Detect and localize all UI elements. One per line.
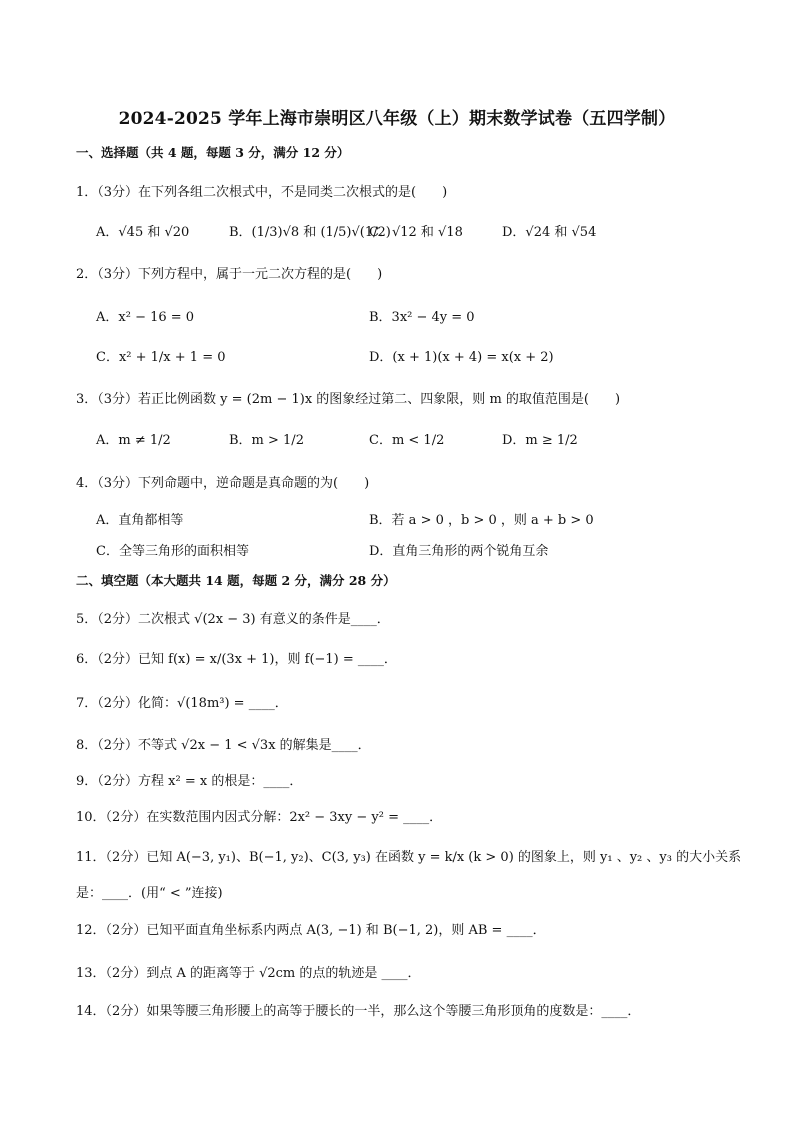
section-heading-fill: 二、填空题（本大题共 14 题，每题 2 分，满分 28 分） [76,573,396,588]
question-1-stem: 1．（3分）在下列各组二次根式中，不是同类二次根式的是( ) [76,185,448,200]
question-9: 9．（2分）方程 x² = x 的根是：____． [76,774,303,789]
question-3-option-d: D．m ≥ 1/2 [502,433,578,448]
question-12: 12．（2分）已知平面直角坐标系内两点 A(3, −1) 和 B(−1, 2)，则 AB = ____． [76,923,546,938]
question-4-option-d: D．直角三角形的两个锐角互余 [369,544,549,559]
question-2-stem: 2．（3分）下列方程中，属于一元二次方程的是( ) [76,267,383,282]
question-2-option-b: B．3x² − 4y = 0 [369,310,475,325]
question-3-option-b: B．m > 1/2 [229,433,304,448]
question-2-option-d: D．(x + 1)(x + 4) = x(x + 2) [369,350,554,365]
question-8: 8．（2分）不等式 √2x − 1 < √3x 的解集是____． [76,738,371,753]
question-1-option-a: A．√45 和 √20 [96,225,190,240]
question-7: 7．（2分）化简：√(18m³) = ____． [76,696,288,711]
section-heading-choice: 一、选择题（共 4 题，每题 3 分，满分 12 分） [76,145,350,160]
question-11-continued: 是：____．(用“ < ”连接) [76,886,223,901]
question-3-stem: 3．（3分）若正比例函数 y = (2m − 1)x 的图象经过第二、四象限，则 m 的取值范围是( ) [76,392,621,407]
question-2-option-a: A．x² − 16 = 0 [96,310,195,325]
question-1-option-c: C．√12 和 √18 [369,225,463,240]
question-14: 14．（2分）如果等腰三角形腰上的高等于腰长的一半，那么这个等腰三角形顶角的度数是：____． [76,1004,641,1019]
question-5: 5．（2分）二次根式 √(2x − 3) 有意义的条件是____． [76,612,390,627]
question-10: 10．（2分）在实数范围内因式分解：2x² − 3xy − y² = ____． [76,810,443,825]
question-11: 11．（2分）已知 A(−3, y₁)、B(−1, y₂)、C(3, y₃) 在函数 y = k/x (k > 0) 的图象上，则 y₁ 、y₂ 、y₃ 的大小关系 [76,850,742,865]
question-2-option-c: C．x² + 1/x + 1 = 0 [96,350,226,365]
question-4-option-c: C．全等三角形的面积相等 [96,544,249,559]
question-3-option-c: C．m < 1/2 [369,433,445,448]
question-6: 6．（2分）已知 f(x) = x/(3x + 1)，则 f(−1) = ____． [76,652,397,667]
question-13: 13．（2分）到点 A 的距离等于 √2cm 的点的轨迹是 ____． [76,966,421,981]
page-title: 2024-2025 学年上海市崇明区八年级（上）期末数学试卷（五四学制） [118,109,676,129]
question-4-option-a: A．直角都相等 [96,513,184,528]
question-1-option-d: D．√24 和 √54 [502,225,597,240]
question-4-option-b: B．若 a > 0 ，b > 0 ，则 a + b > 0 [369,513,594,528]
question-3-option-a: A．m ≠ 1/2 [96,433,171,448]
question-4-stem: 4．（3分）下列命题中，逆命题是真命题的为( ) [76,476,370,491]
question-1-option-b: B．(1/3)√8 和 (1/5)√(1/2) [229,225,391,240]
